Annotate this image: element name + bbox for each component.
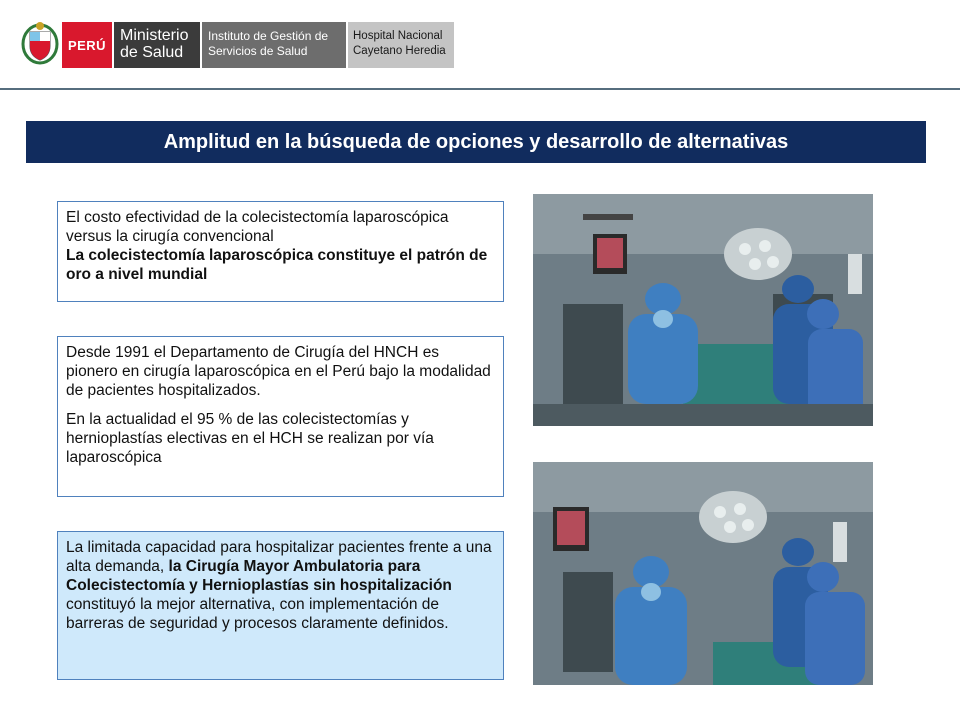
hospital-line1: Hospital Nacional bbox=[353, 30, 443, 42]
hospital-line2: Cayetano Heredia bbox=[353, 45, 446, 57]
slide-title bbox=[26, 121, 926, 163]
box1-text bbox=[66, 208, 495, 284]
surgery-photo-2 bbox=[533, 462, 873, 685]
text-box-cost-effectiveness bbox=[57, 201, 504, 302]
box3-text-bold: la Cirugía Mayor Ambulatoria para Colecistectomía y Hernioplastías sin hospitalización bbox=[66, 558, 452, 594]
surgery-photo-1 bbox=[533, 194, 873, 426]
peru-label: PERÚ bbox=[67, 37, 107, 53]
header-divider bbox=[0, 88, 960, 90]
box1-normal-text: El costo efectividad de la colecistectomía laparoscópica versus la cirugía convencional bbox=[66, 209, 449, 245]
ministry-logo bbox=[114, 22, 200, 68]
ministry-line1: Ministerio bbox=[120, 27, 189, 44]
institute-logo bbox=[202, 22, 346, 68]
text-box-history bbox=[57, 336, 504, 497]
box1-bold-text: La colecistectomía laparoscópica constituye el patrón de oro a nivel mundial bbox=[66, 247, 488, 283]
peru-logo bbox=[62, 22, 112, 68]
box3-text bbox=[66, 538, 495, 633]
header bbox=[0, 0, 960, 88]
box3-text-part1: La limitada capacidad para hospitalizar pacientes frente a una alta demanda, bbox=[66, 539, 492, 575]
institute-line1: Instituto de Gestión de bbox=[208, 29, 329, 43]
box3-text-part3: constituyó la mejor alternativa, con implementación de barreras de seguridad y procesos claramente definidos. bbox=[66, 596, 449, 632]
ministry-line2: de Salud bbox=[120, 44, 184, 61]
text-box-ambulatory-surgery bbox=[57, 531, 504, 680]
hospital-logo bbox=[348, 22, 454, 68]
box2-paragraph-1: Desde 1991 el Departamento de Cirugía del HNCH es pionero en cirugía laparoscópica en el Perú bajo la modalidad de pacientes hospitalizados. bbox=[66, 344, 491, 399]
slide-title-text: Amplitud en la búsqueda de opciones y desarrollo de alternativas bbox=[163, 130, 789, 153]
peru-coat-of-arms-icon bbox=[20, 18, 60, 68]
box2-paragraph-2: En la actualidad el 95 % de las colecistectomías y hernioplastías electivas en el HCH se realizan por vía laparoscópica bbox=[66, 411, 434, 466]
institute-line2: Servicios de Salud bbox=[208, 44, 308, 58]
